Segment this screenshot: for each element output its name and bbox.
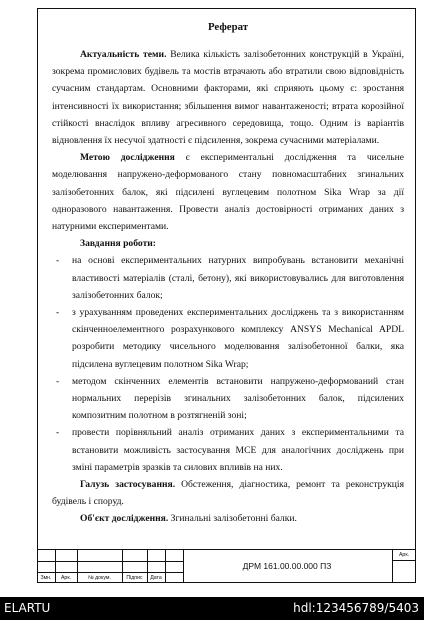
abstract-content: [52, 20, 404, 528]
document-code: ДРМ 161.00.00.000 ПЗ: [242, 561, 332, 571]
relevance-heading: Актуальність теми.: [80, 49, 167, 60]
footer-handle: hdl:123456789/5403: [293, 601, 419, 615]
tasks-heading: Завдання роботи:: [80, 238, 157, 250]
aim-paragraph: [52, 149, 404, 235]
application-paragraph: [52, 476, 404, 510]
aim-heading: Метою дослідження: [80, 152, 175, 164]
application-heading: Галузь застосування.: [80, 479, 176, 491]
list-item: - з урахуванням проведених експериментальних досліджень та з використанням скінченноелементного розрахункового комплексу ANSYS Mechanical APDL розробити методику чисельного моделювання залізобетонної балки, яка підсилена вуглецевим полотном Sika Wrap;: [52, 304, 404, 373]
stamp-sheet-label: Арк.: [398, 552, 410, 558]
list-item: - на основі експериментальних натурних випробувань встановити механічні властивості матеріалів (сталі, бетону), які використовувались для виготовлення залізобетонних балок;: [52, 252, 404, 304]
footer-source: ELARTU: [4, 601, 51, 615]
application-text: Обстеження, діагностика, ремонт та реконструкція будівель і споруд.: [52, 479, 404, 508]
aim-text: є експериментальні дослідження та чисельне моделювання напружено-деформованого стану повномасштабних згинальних залізобетонних балок, які підсилені вуглецевим полотном Sika Wrap за дії одноразового навантаження. Провести аналіз достовірності отриманих даних з натурними експериментами.: [52, 152, 404, 233]
footer-bar: [0, 597, 424, 620]
stamp-date-label: Дата: [150, 575, 162, 581]
relevance-text: Велика кількість залізобетонних конструкцій в Україні, зокрема промислових будівель та мостів втрачають або втратили свою відповідність сучасним стандартам. Основними факторами, які сприяють цьому є: зростання інтенсивності їх використання; збільшення вимог навантаженості; втрата корозійної стійкості внаслідок впливу агресивного середовища, тощо. Одним із варіантів відновлення їх несучої здатності є підсилення, зокрема сучасними матеріалами.: [52, 49, 404, 147]
stamp-doc-no-label: № докум.: [88, 575, 111, 581]
object-heading: Об'єкт дослідження.: [80, 513, 169, 525]
relevance-paragraph: [52, 46, 404, 149]
list-item: - провести порівняльний аналіз отриманих даних з експериментальними та встановити можливість застосування МСЕ для аналогічних досліджень при зміні параметрів зразків та силових впливів на них.: [52, 424, 404, 476]
list-item: - методом скінченних елементів встановити напружено-деформований стан нормальних перерізів згинальних залізобетонних балок, підсилених композитним полотном в розтягненій зоні;: [52, 373, 404, 425]
title-block-stamp: [37, 549, 416, 583]
object-text: Згинальні залізобетонні балки.: [168, 513, 297, 525]
stamp-izm-label: Змн.: [40, 575, 52, 581]
page-title: Реферат: [207, 21, 249, 33]
tasks-list: [52, 252, 404, 476]
stamp-signature-label: Підпис: [126, 575, 143, 581]
stamp-ark-label: Арк.: [60, 575, 72, 581]
object-paragraph: [52, 510, 404, 527]
